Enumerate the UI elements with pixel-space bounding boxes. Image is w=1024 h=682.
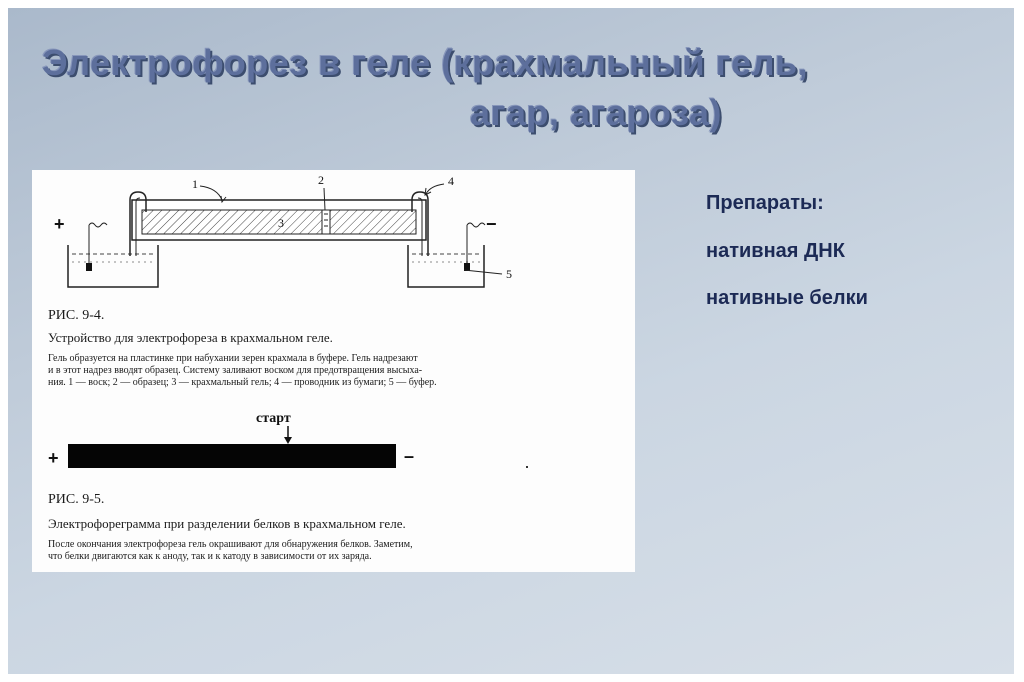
left-buffer-tank — [68, 245, 158, 287]
figure2-title: Электрофореграмма при разделении белков в крахмальном геле. — [48, 516, 406, 531]
figure1-caption-line2: и в этот надрез вводят образец. Систему заливают воском для предотвращения высыха- — [48, 365, 423, 376]
gel-strip — [68, 444, 396, 468]
gel-plus-sign: + — [48, 448, 59, 468]
figure2-caption-line1: После окончания электрофореза гель окрашивают для обнаружения белков. Заметим, — [48, 539, 413, 550]
start-label: старт — [256, 411, 291, 426]
figure2-label: РИС. 9-5. — [48, 492, 105, 507]
callout-3: 3 — [278, 216, 284, 230]
gel-minus-sign: – — [404, 446, 415, 466]
preparation-item-proteins: нативные белки — [706, 287, 868, 309]
callout-1: 1 — [192, 177, 198, 191]
cathode-minus-sign: − — [486, 214, 497, 234]
slide-title-line1: Электрофорез в геле (крахмальный гель, — [42, 42, 809, 83]
figure1-label: РИС. 9-4. — [48, 308, 105, 323]
preparation-item-dna: нативная ДНК — [706, 240, 845, 262]
right-buffer-tank — [408, 245, 484, 287]
left-electrode — [86, 263, 92, 271]
callout-4: 4 — [448, 174, 454, 188]
figure2-caption-line2: что белки двигаются как к аноду, так и к катоду в зависимости от их заряда. — [48, 551, 372, 562]
right-electrode-coil — [467, 223, 485, 227]
callout-5: 5 — [506, 267, 512, 281]
figure-panel — [32, 170, 635, 572]
left-electrode-coil — [89, 223, 107, 227]
figure1-title: Устройство для электрофореза в крахмальном геле. — [48, 330, 333, 345]
figure1-caption-line1: Гель образуется на пластинке при набухании зерен крахмала в буфере. Гель надрезают — [48, 353, 418, 364]
slide-title-line2: агар, агароза) — [470, 92, 723, 133]
callout-2: 2 — [318, 173, 324, 187]
preparations-heading: Препараты: — [706, 192, 824, 214]
anode-plus-sign: + — [54, 214, 65, 234]
slide — [8, 8, 1014, 674]
figure1-caption-line3: ния. 1 — воск; 2 — образец; 3 — крахмальный гель; 4 — проводник из бумаги; 5 — буфер. — [48, 377, 437, 388]
